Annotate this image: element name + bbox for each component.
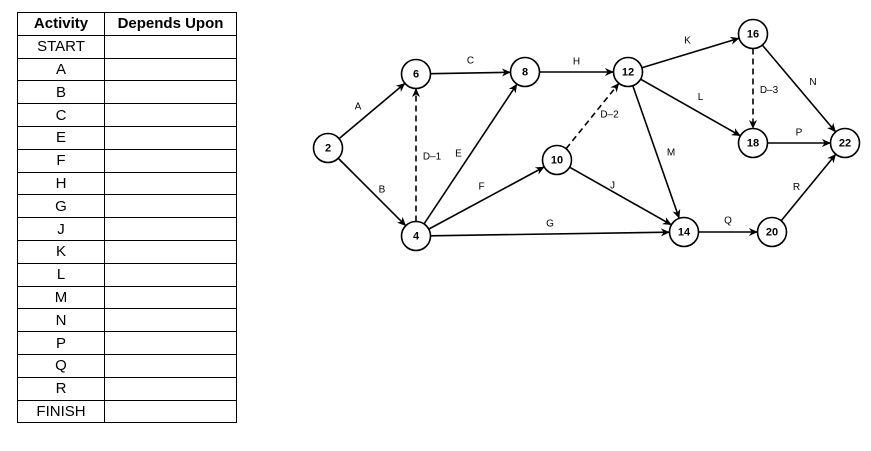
activity-arrow-10-14 xyxy=(570,167,671,224)
event-node-14 xyxy=(670,218,699,247)
activity-arrow-2-4 xyxy=(338,158,405,225)
activity-label-10-14: J xyxy=(610,180,615,192)
activity-cell: E xyxy=(18,126,105,149)
event-node-label: 20 xyxy=(765,226,779,239)
activity-cell: FINISH xyxy=(18,400,105,423)
event-node-20 xyxy=(758,218,787,247)
activity-cell: L xyxy=(18,263,105,286)
event-node-12 xyxy=(614,58,643,87)
activity-cell: B xyxy=(18,81,105,104)
event-node-label: 12 xyxy=(621,66,635,79)
activity-cell: P xyxy=(18,332,105,355)
depends-upon-column-header: Depends Upon xyxy=(105,13,237,36)
event-node-label: 2 xyxy=(324,142,332,155)
event-node-label: 22 xyxy=(838,137,852,150)
activity-label-12-16: K xyxy=(684,35,691,47)
event-node-label: 16 xyxy=(746,28,760,41)
activity-label-16-18: D–3 xyxy=(759,85,779,96)
event-node-6 xyxy=(402,60,431,89)
activity-cell: F xyxy=(18,149,105,172)
activity-column-header: Activity xyxy=(18,13,105,36)
activity-label-12-14: M xyxy=(666,147,676,159)
event-node-label: 8 xyxy=(521,66,529,79)
event-node-8 xyxy=(511,58,540,87)
activity-label-4-10: F xyxy=(478,181,485,193)
activity-arrow-6-8 xyxy=(430,72,510,73)
event-node-label: 10 xyxy=(550,154,564,167)
activity-cell: START xyxy=(18,35,105,58)
event-node-4 xyxy=(402,222,431,251)
activity-cell: R xyxy=(18,377,105,400)
activity-label-10-12: D–2 xyxy=(600,109,619,121)
event-node-2 xyxy=(314,134,343,163)
activity-arrow-20-22 xyxy=(781,155,835,221)
activity-cell: K xyxy=(18,240,105,263)
activity-label-12-18: L xyxy=(697,92,704,103)
activity-label-6-8: C xyxy=(466,55,475,67)
activity-label-4-8: E xyxy=(455,148,462,160)
activity-cell: G xyxy=(18,195,105,218)
activity-arrow-4-10 xyxy=(429,167,544,229)
activity-label-20-22: R xyxy=(792,182,801,193)
event-node-label: 6 xyxy=(412,68,420,81)
activity-label-18-22: P xyxy=(795,127,803,139)
event-node-label: 4 xyxy=(412,230,420,243)
activity-cell: J xyxy=(18,218,105,241)
activity-cell: Q xyxy=(18,354,105,377)
event-node-22 xyxy=(831,129,860,158)
event-node-10 xyxy=(543,146,572,175)
activity-cell: C xyxy=(18,104,105,127)
event-node-label: 14 xyxy=(677,226,691,239)
activity-label-14-20: Q xyxy=(724,215,732,227)
activity-arrow-12-18 xyxy=(641,79,740,135)
activity-label-8-12: H xyxy=(572,56,581,68)
activity-label-2-4: B xyxy=(378,184,386,196)
event-node-16 xyxy=(739,20,768,49)
activity-arrow-4-14 xyxy=(430,232,669,236)
event-node-18 xyxy=(739,129,768,158)
activity-cell: A xyxy=(18,58,105,81)
activity-cell: H xyxy=(18,172,105,195)
activity-cell: N xyxy=(18,309,105,332)
event-node-label: 18 xyxy=(746,137,760,150)
activity-label-2-6: A xyxy=(354,101,362,113)
activity-cell: M xyxy=(18,286,105,309)
activity-label-4-6: D–1 xyxy=(422,151,442,163)
activity-label-4-14: G xyxy=(546,218,554,230)
activity-label-16-22: N xyxy=(809,77,817,88)
activity-arrow-2-6 xyxy=(339,84,404,139)
